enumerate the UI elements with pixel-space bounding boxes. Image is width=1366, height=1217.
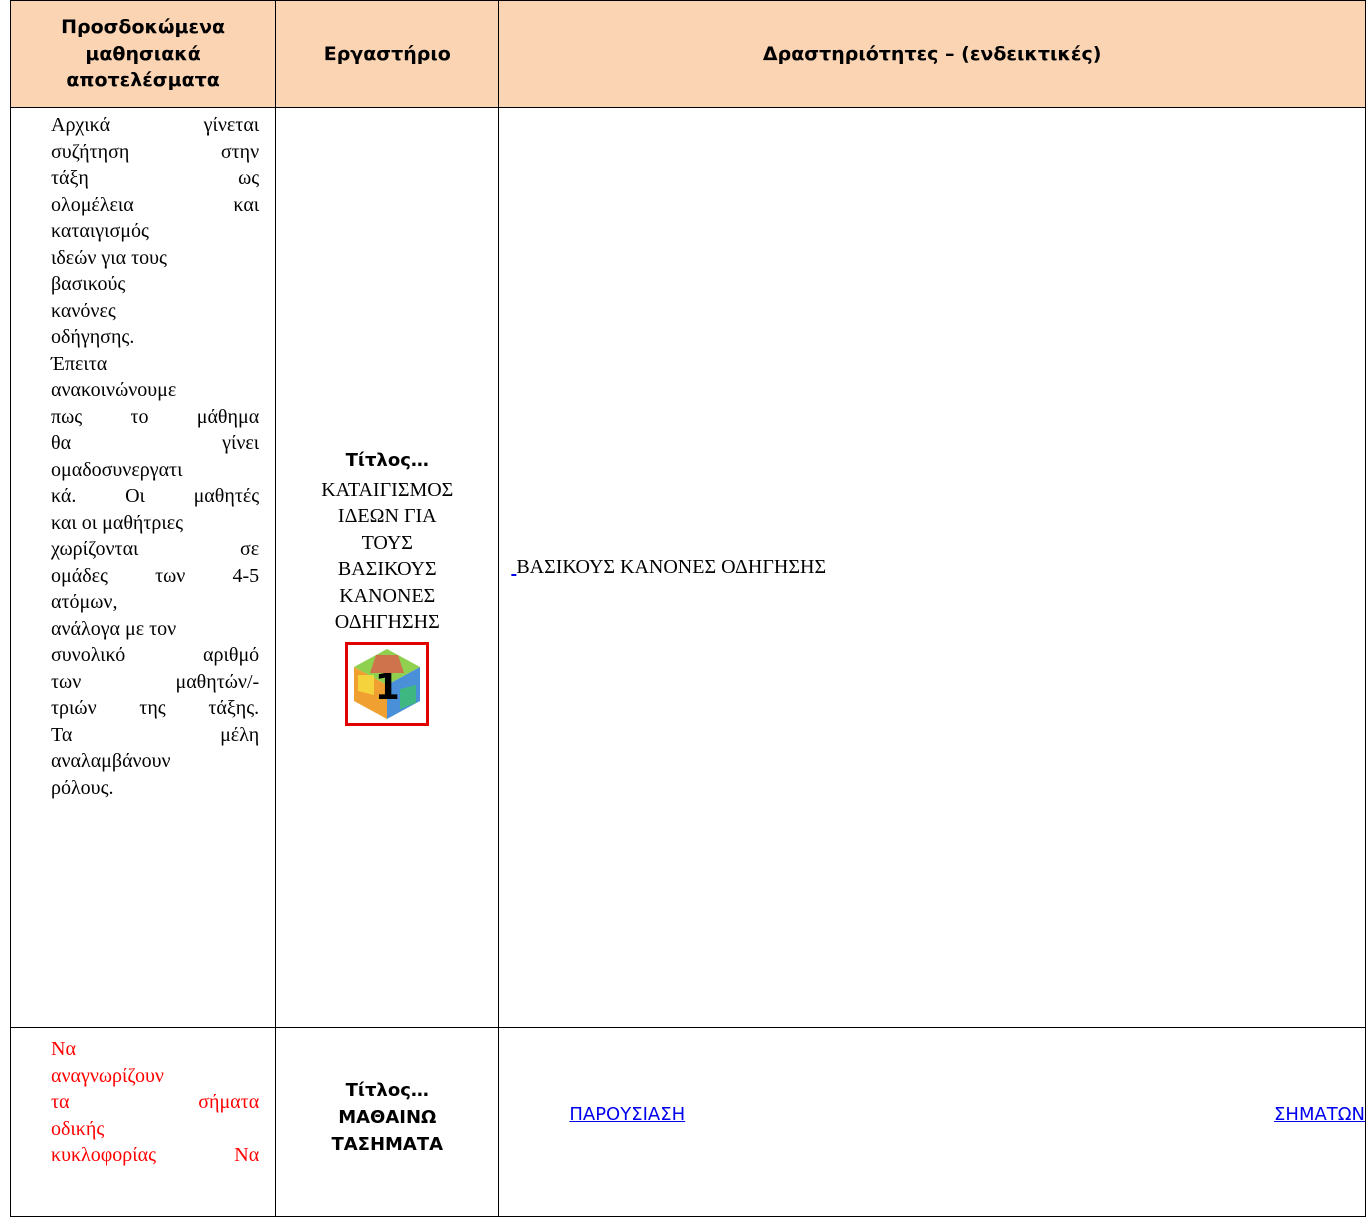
activities-cell bbox=[499, 1028, 1366, 1217]
lab-content bbox=[276, 450, 498, 726]
outcome-line: Έπειτα bbox=[51, 352, 108, 375]
outcome-line: πως το μάθημα bbox=[51, 405, 260, 428]
lab-name-line: ΚΑΤΑΙΓΙΣΜΟΣ bbox=[321, 478, 454, 501]
lesson-plan-table bbox=[10, 0, 1366, 1217]
activity-link-word[interactable]: ΠΑΡΟΥΣΙΑΣΗ bbox=[569, 1104, 686, 1125]
activity-text bbox=[499, 554, 1365, 581]
lab-title: Τίτλος… bbox=[345, 1080, 429, 1101]
outcome-line: κά. Οι μαθητές bbox=[51, 485, 260, 507]
outcome-line: ανακοινώνουμε bbox=[51, 379, 177, 401]
outcome-line: χωρίζονται σε bbox=[51, 538, 260, 560]
lab-cell bbox=[276, 1028, 499, 1217]
outcome-line: καταιγισμός bbox=[51, 220, 149, 242]
outcome-line: ομάδες των 4-5 bbox=[51, 564, 260, 587]
header-outcomes-line: μαθησιακά bbox=[85, 42, 201, 65]
rubiks-cube-icon[interactable] bbox=[345, 642, 429, 726]
lab-name-line: ΜΑΘΑΙΝΩ bbox=[338, 1107, 437, 1128]
table-row bbox=[11, 108, 1366, 1028]
outcome-line: βασικούς bbox=[51, 273, 126, 295]
outcome-line: ιδεών για τους bbox=[51, 246, 167, 269]
outcome-line: ολομέλεια και bbox=[51, 193, 260, 216]
outcome-line: κυκλοφορίας Να bbox=[51, 1144, 260, 1166]
lab-name-line: ΒΑΣΙΚΟΥΣ bbox=[337, 558, 437, 580]
outcome-line: ανάλογα με τον bbox=[51, 617, 177, 640]
outcome-line: Τα μέλη bbox=[51, 723, 260, 746]
lab-name-line: ΟΔΗΓΗΣΗΣ bbox=[334, 611, 440, 633]
activity-label: ΒΑΣΙΚΟΥΣ ΚΑΝΟΝΕΣ ΟΔΗΓΗΣΗΣ bbox=[516, 556, 827, 579]
lab-name bbox=[276, 477, 498, 636]
header-activities: Δραστηριότητες – (ενδεικτικές) bbox=[499, 1, 1366, 108]
header-outcomes-line: Προσδοκώμενα bbox=[61, 16, 226, 39]
outcome-line: τα σήματα bbox=[51, 1091, 260, 1113]
outcome-line: οδικής bbox=[51, 1117, 105, 1140]
lab-content bbox=[276, 1028, 498, 1155]
cube-number: 1 bbox=[374, 666, 400, 708]
lab-title: Τίτλος… bbox=[345, 449, 429, 471]
header-lab: Εργαστήριο bbox=[276, 1, 499, 108]
outcome-line: τάξη ως bbox=[51, 167, 260, 189]
outcome-line: ομαδοσυνεργατι bbox=[51, 458, 183, 481]
outcome-line: Αρχικά γίνεται bbox=[51, 114, 260, 136]
header-outcomes-line: αποτελέσματα bbox=[66, 69, 220, 92]
outcome-line: κανόνες bbox=[51, 299, 116, 322]
header-outcomes bbox=[11, 1, 276, 108]
activity-link-word[interactable]: ΣΗΜΑΤΩΝ bbox=[1274, 1104, 1365, 1125]
outcome-line: συζήτηση στην bbox=[51, 140, 260, 163]
lab-name-line: ΙΔΕΩΝ ΓΙΑ bbox=[337, 505, 437, 527]
lab-name-line: ΤΑΣΗΜΑΤΑ bbox=[331, 1134, 444, 1155]
activities-cell bbox=[499, 108, 1366, 1028]
outcome-line: Να bbox=[51, 1038, 76, 1060]
outcomes-cell bbox=[11, 108, 276, 1028]
outcomes-text bbox=[11, 108, 275, 801]
activity-link[interactable] bbox=[499, 1104, 1365, 1125]
lab-name-line: ΚΑΝΟΝΕΣ bbox=[339, 584, 436, 607]
table-row bbox=[11, 1028, 1366, 1217]
outcome-line: ατόμων, bbox=[51, 591, 118, 613]
outcome-line: αναγνωρίζουν bbox=[51, 1064, 164, 1087]
header-row bbox=[11, 1, 1366, 108]
outcome-line: των μαθητών/- bbox=[51, 670, 260, 693]
outcome-line: οδήγησης. bbox=[51, 326, 135, 348]
outcome-line: τριών της τάξης. bbox=[51, 697, 260, 719]
outcome-line: αναλαμβάνουν bbox=[51, 750, 171, 772]
lab-name-line: ΤΟΥΣ bbox=[361, 531, 413, 554]
outcomes-cell bbox=[11, 1028, 276, 1217]
outcomes-text bbox=[11, 1028, 275, 1169]
outcome-line: ρόλους. bbox=[51, 776, 114, 799]
outcome-line: συνολικό αριθμό bbox=[51, 644, 260, 666]
lab-cell bbox=[276, 108, 499, 1028]
outcome-line: θα γίνει bbox=[51, 432, 260, 454]
outcome-line: και οι μαθήτριες bbox=[51, 511, 184, 534]
